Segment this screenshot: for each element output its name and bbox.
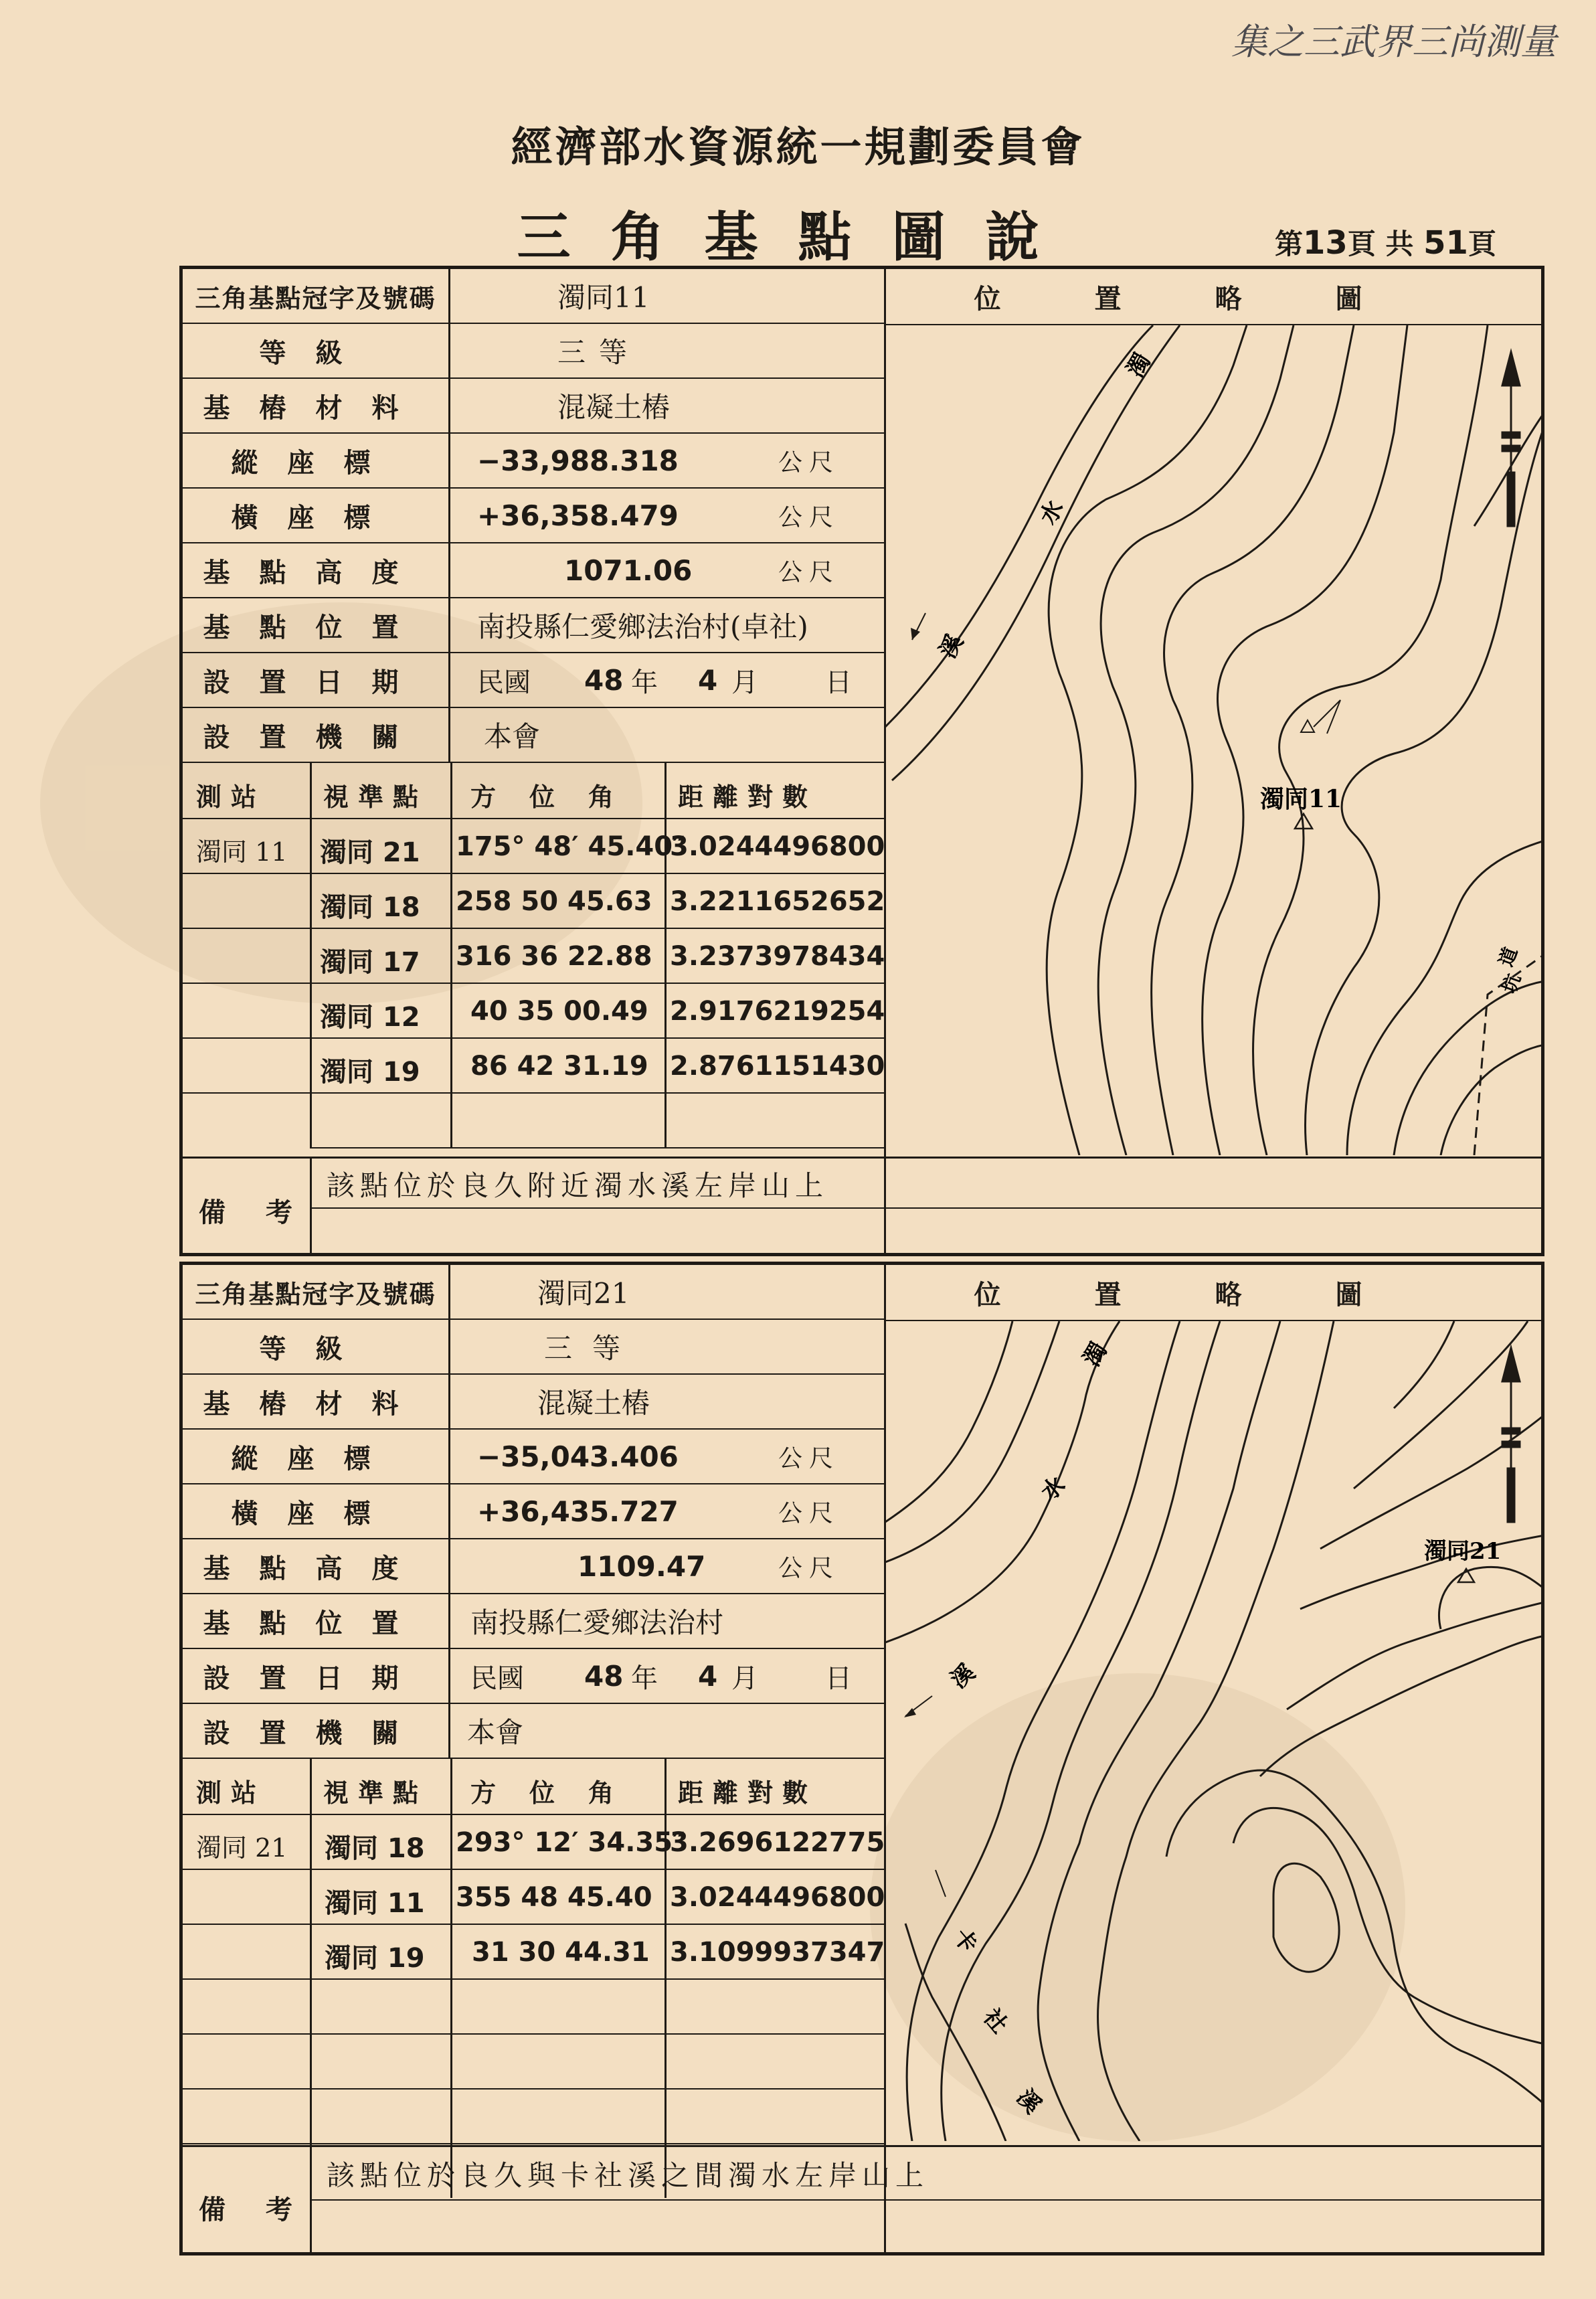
remark-text: 該點位於良久附近濁水溪左岸山上 <box>327 1169 829 1202</box>
label-material: 基樁材料 <box>183 1375 450 1428</box>
obs-bearing: 86 42 31.19 <box>470 1051 648 1082</box>
label-code: 三角基點冠字及號碼 <box>183 1265 450 1318</box>
obs-bearing: 293° 12′ 34.35″ <box>456 1827 685 1858</box>
rule <box>183 2145 1541 2147</box>
obs-target: 濁同 19 <box>320 1057 420 1088</box>
map-label-river: 溪 <box>946 1658 980 1694</box>
obs-log: 3.2696122775 <box>670 1827 885 1858</box>
date-year: 48 <box>584 1659 624 1693</box>
page-total: 51 <box>1423 224 1468 262</box>
map-label-river: 水 <box>1036 1471 1071 1507</box>
label-grade: 等級 <box>183 1320 450 1373</box>
rule <box>183 818 884 819</box>
row-location <box>183 1594 884 1649</box>
map-label-tributary: 溪 <box>1011 2084 1047 2119</box>
label-material: 基樁材料 <box>183 379 450 432</box>
obs-target: 濁同 17 <box>320 947 420 978</box>
value-agency: 本會 <box>467 1716 524 1749</box>
row-code <box>183 269 884 324</box>
obs-bearing: 175° 48′ 45.40″ <box>456 831 685 862</box>
obs-log: 2.9176219254 <box>670 996 885 1027</box>
location-map <box>885 1321 1544 2141</box>
value-north: −35,043.406 <box>477 1440 679 1473</box>
obs-log: 3.2211652652 <box>670 886 885 917</box>
obs-target: 濁同 19 <box>325 1943 425 1974</box>
map-header <box>885 1265 1544 1321</box>
label-agency: 設置機關 <box>183 708 450 762</box>
rule <box>310 1978 884 1980</box>
page-number <box>1275 222 1496 262</box>
remark-label: 備考 <box>199 2194 333 2225</box>
value-code: 濁同21 <box>537 1277 630 1310</box>
label-elevation: 基點高度 <box>183 1539 450 1593</box>
rule <box>183 1092 310 1094</box>
label-date: 設置日期 <box>183 653 450 707</box>
obs-bearing: 40 35 00.49 <box>470 996 648 1027</box>
map-title: 位置略圖 <box>974 282 1456 315</box>
handwritten-note: 集之三武界三尚測量 <box>1231 21 1557 63</box>
column-divider <box>310 763 312 1147</box>
column-divider <box>450 763 452 1147</box>
date-prefix: 民國 <box>477 667 531 698</box>
date-prefix: 民國 <box>470 1663 524 1694</box>
date-year-suffix: 年 <box>631 667 658 698</box>
rule <box>310 1037 884 1039</box>
header-sight: 視準點 <box>323 1778 428 1808</box>
column-divider <box>664 763 667 1147</box>
rule <box>183 983 310 984</box>
label-east: 橫座標 <box>183 489 450 542</box>
document-title: 三角基點圖說 <box>517 205 1079 268</box>
rule <box>310 928 884 929</box>
date-month: 4 <box>698 663 718 697</box>
label-north: 縱座標 <box>183 434 450 487</box>
rule <box>183 1814 884 1815</box>
value-north: −33,988.318 <box>477 444 679 477</box>
obs-bearing: 31 30 44.31 <box>472 1937 650 1968</box>
unit: 公尺 <box>778 503 840 531</box>
rule <box>183 2088 884 2090</box>
map-label-river: 濁 <box>1078 1338 1113 1371</box>
value-east: +36,435.727 <box>477 1495 679 1528</box>
row-agency <box>183 708 884 763</box>
header-bearing: 方位角 <box>470 782 648 812</box>
value-location: 南投縣仁愛鄉法治村(卓社) <box>477 610 808 643</box>
rule <box>310 873 884 874</box>
rule <box>310 1869 884 1870</box>
column-divider <box>450 1759 452 2198</box>
obs-target: 濁同 18 <box>320 892 420 923</box>
value-grade: 三等 <box>544 1332 641 1365</box>
date-month: 4 <box>698 1659 718 1693</box>
rule <box>310 1147 884 1148</box>
row-grade <box>183 324 884 379</box>
map-title: 位置略圖 <box>974 1278 1456 1310</box>
rule <box>183 2033 884 2035</box>
date-day-suffix: 日 <box>825 1663 852 1694</box>
obs-log: 3.0244496800 <box>670 1882 885 1913</box>
date-year: 48 <box>584 663 624 697</box>
obs-bearing: 316 36 22.88 <box>456 941 652 972</box>
header-sight: 視準點 <box>323 782 428 812</box>
remark-label: 備考 <box>199 1197 333 1228</box>
map-label-trail: 道 <box>1494 944 1522 970</box>
label-date: 設置日期 <box>183 1649 450 1703</box>
row-code <box>183 1265 884 1320</box>
obs-bearing: 355 48 45.40 <box>456 1882 652 1913</box>
label-elevation: 基點高度 <box>183 543 450 597</box>
header-bearing: 方位角 <box>470 1778 648 1808</box>
date-day-suffix: 日 <box>825 667 852 698</box>
map-label-point: 濁同11 <box>1260 785 1342 813</box>
row-east <box>183 489 884 543</box>
value-location: 南投縣仁愛鄉法治村 <box>470 1606 724 1639</box>
label-agency: 設置機關 <box>183 1704 450 1758</box>
value-material: 混凝土樁 <box>557 391 671 424</box>
rule <box>310 1207 1541 1209</box>
obs-target: 濁同 18 <box>325 1833 425 1864</box>
rule <box>310 1924 884 1925</box>
value-agency: 本會 <box>484 720 541 753</box>
row-date <box>183 1649 884 1704</box>
label-east: 橫座標 <box>183 1484 450 1538</box>
map-header <box>885 269 1544 325</box>
map-label-trail: 坑 <box>1498 970 1526 997</box>
unit: 公尺 <box>778 1554 840 1582</box>
page-current: 13 <box>1303 224 1348 262</box>
rule <box>183 1037 310 1039</box>
obs-target: 濁同 12 <box>320 1002 420 1033</box>
label-north: 縱座標 <box>183 1430 450 1483</box>
column-divider <box>310 1759 312 2198</box>
row-north <box>183 434 884 489</box>
row-grade <box>183 1320 884 1375</box>
map-label-river: 溪 <box>934 630 969 663</box>
obs-target: 濁同 21 <box>320 837 420 868</box>
rule <box>183 1924 310 1925</box>
station-name: 濁同 21 <box>196 1833 288 1863</box>
value-elevation: 1109.47 <box>578 1549 706 1583</box>
row-date <box>183 653 884 708</box>
map-label-point: 濁同21 <box>1424 1538 1502 1565</box>
value-code: 濁同11 <box>557 281 650 314</box>
obs-log: 3.1099937347 <box>670 1937 885 1968</box>
label-location: 基點位置 <box>183 1594 450 1648</box>
row-elevation <box>183 1539 884 1594</box>
obs-target: 濁同 11 <box>325 1888 425 1919</box>
label-code: 三角基點冠字及號碼 <box>183 269 450 323</box>
map-label-tributary: 社 <box>978 2004 1013 2039</box>
row-east <box>183 1484 884 1539</box>
page-label: 頁 共 <box>1347 228 1414 260</box>
header-log: 距離對數 <box>678 782 818 812</box>
remark-text: 該點位於良久與卡社溪之間濁水左岸山上 <box>327 2159 929 2192</box>
rule <box>310 983 884 984</box>
unit: 公尺 <box>778 1499 840 1527</box>
obs-bearing: 258 50 45.63 <box>456 886 652 917</box>
rule <box>183 928 310 929</box>
value-material: 混凝土樁 <box>537 1387 650 1420</box>
rule <box>183 1869 310 1870</box>
value-grade: 三等 <box>557 336 641 369</box>
value-elevation: 1071.06 <box>564 554 693 587</box>
page-label: 頁 <box>1468 228 1496 260</box>
rule <box>183 873 310 874</box>
row-north <box>183 1430 884 1484</box>
date-month-suffix: 月 <box>731 667 758 698</box>
map-label-river: 濁 <box>1122 349 1156 382</box>
label-grade: 等級 <box>183 324 450 377</box>
unit: 公尺 <box>778 448 840 477</box>
rule <box>310 2199 1541 2201</box>
location-map <box>885 325 1544 1155</box>
row-elevation <box>183 543 884 598</box>
station-name: 濁同 11 <box>196 837 288 867</box>
rule <box>310 1092 884 1094</box>
column-divider <box>664 1759 667 2198</box>
organization-title: 經濟部水資源統一規劃委員會 <box>511 122 1085 171</box>
row-location <box>183 598 884 653</box>
rule <box>183 1978 310 1980</box>
row-agency <box>183 1704 884 1759</box>
unit: 公尺 <box>778 1444 840 1472</box>
obs-log: 3.0244496800 <box>670 831 885 862</box>
page-label: 第 <box>1275 228 1304 260</box>
header-log: 距離對數 <box>678 1778 818 1808</box>
obs-log: 3.2373978434 <box>670 941 885 972</box>
date-month-suffix: 月 <box>731 1663 758 1694</box>
row-material <box>183 1375 884 1430</box>
label-location: 基點位置 <box>183 598 450 652</box>
point-sheet-2 <box>179 1262 1544 2255</box>
value-east: +36,358.479 <box>477 499 679 532</box>
map-label-tributary: 卡 <box>948 1924 983 1958</box>
rule <box>183 1157 1541 1159</box>
header-station: 測站 <box>196 782 266 812</box>
rule <box>183 2143 884 2144</box>
point-sheet-1 <box>179 266 1544 1256</box>
unit: 公尺 <box>778 558 840 586</box>
date-year-suffix: 年 <box>631 1663 658 1694</box>
row-material <box>183 379 884 434</box>
map-label-river: 水 <box>1035 496 1069 529</box>
header-station: 測站 <box>196 1778 266 1808</box>
obs-log: 2.8761151430 <box>670 1051 885 1082</box>
